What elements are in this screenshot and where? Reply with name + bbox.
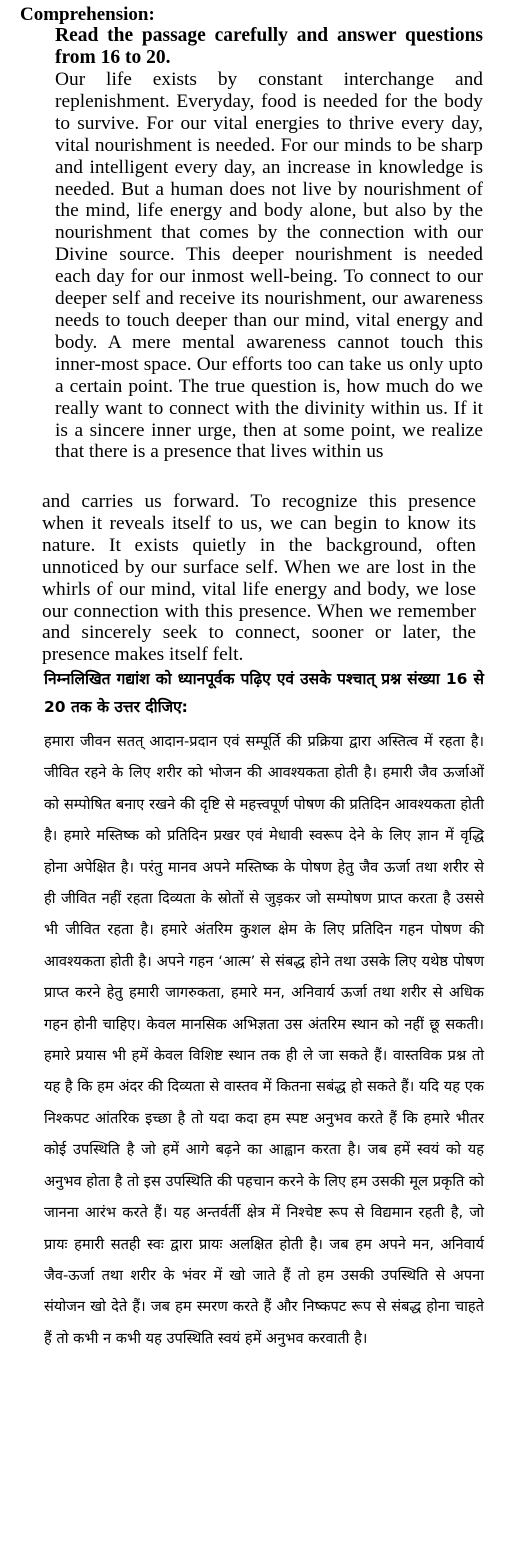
- hindi-passage: हमारा जीवन सतत् आदान-प्रदान एवं सम्पूर्ति की प्रक्रिया द्वारा अस्तित्व में रहता है। जीवित रहने के लिए शरीर को भोजन की आवश्यकता होती है। हमारी जैव ऊर्जाओं को सम्पोषित बनाए रखने की दृष्टि से महत्त्वपूर्ण पोषण की प्रतिदिन आवश्यकता होती है। हमारे मस्तिष्क को प्रतिदिन प्रखर एवं मेधावी स्वरूप देने के लिए ज्ञान में वृद्धि होना अपेक्षित है। परंतु मानव अपने मस्तिष्क के पोषण हेतु जैव ऊर्जा तथा शरीर से ही जीवित नहीं रहता दिव्यता के स्रोतों से जुड़कर जो सम्पोषण प्राप्त करता है उससे भी जीवित रहता है। हमारे अंतरिम कुशल क्षेम के लिए प्रतिदिन गहन पोषण की आवश्यकता होती है। अपने गहन ‘आत्म’ से संबद्ध होने तथा उसके लिए यथेष्ठ पोषण प्राप्त करने हेतु हमारी जागरुकता, हमारे मन, अनिवार्य ऊर्जा तथा शरीर से अधिक गहन होनी चाहिए। केवल मानसिक अभिज्ञता उस अंतरिम स्थान को नहीं छू सकती। हमारे प्रयास भी हमें केवल विशिष्ट स्थान तक ही ले जा सकते हैं। वास्तविक प्रश्न तो यह है कि हम अंदर की दिव्यता से वास्तव में कितना सबंद्ध हो सकते हैं। यदि यह एक निश्कपट आंतरिक इच्छा है तो यदा कदा हम स्पष्ट अनुभव करते हैं कि हमारे भीतर कोई उपस्थिति है जो हमें आगे बढ़ने का आह्वान करता है। जब हमें स्वयं को यह अनुभव होता है तो इस उपस्थिति की पहचान करने के लिए हम उसकी मूल प्रकृति को जानना आरंभ करते हैं। यह अन्तर्वर्ती क्षेत्र में निश्चेष्ट रूप से विद्यमान रहती है, जो प्रायः हमारी सतही स्वः द्वारा प्रायः अलक्षित होती है। जब हम अपने मन, अनिवार्य जैव-ऊर्जा तथा शरीर के भंवर में खो जाते हैं तो हम उसकी उपस्थिति से अपना संयोजन खो देते हैं। जब हम स्मरण करते हैं और निष्कपट रूप से संबद्ध होना चाहते हैं तो कभी न कभी यह उपस्थिति स्वयं हमें अनुभव करवाती है।: [44, 733, 484, 1347]
- section-heading: Comprehension:: [20, 4, 155, 25]
- english-passage-part1: Our life exists by constant interchange and replenishment. Everyday, food is needed for the body to survive. For our vital energies to thrive every day, vital nourishment is needed. For our minds to be sharp and intelligent every day, an increase in knowledge is needed. But a human does not live by nourishment of the mind, life energy and body alone, but also by the nourishment that comes by the connection with our Divine source. This deeper nourishment is needed each day for our inmost well-being. To connect to our deeper self and receive its nourishment, our awareness needs to touch deeper than our mind, vital energy and body. A mere mental awareness cannot touch this inner-most space. Our efforts too can take us only upto a certain point. The true question is, how much do we really want to connect with the divinity within us. If it is a sincere inner urge, then at some point, we realize that there is a presence that lives within us: [55, 69, 483, 463]
- hindi-instruction: निम्नलिखित गद्यांश को ध्यानपूर्वक पढ़िए एवं उसके पश्चात् प्रश्न संख्या 16 से 20 तक के उत्तर दीजिए:: [44, 670, 484, 716]
- english-instruction: Read the passage carefully and answer questions from 16 to 20.: [55, 25, 483, 68]
- english-passage-part2: and carries us forward. To recognize this presence when it reveals itself to us, we can begin to know its nature. It exists quietly in the background, often unnoticed by our surface self. When we are lost in the whirls of our mind, vital life energy and body, we lose our connection with this presence. When we remember and sincerely seek to connect, sooner or later, the presence makes itself felt.: [42, 491, 476, 666]
